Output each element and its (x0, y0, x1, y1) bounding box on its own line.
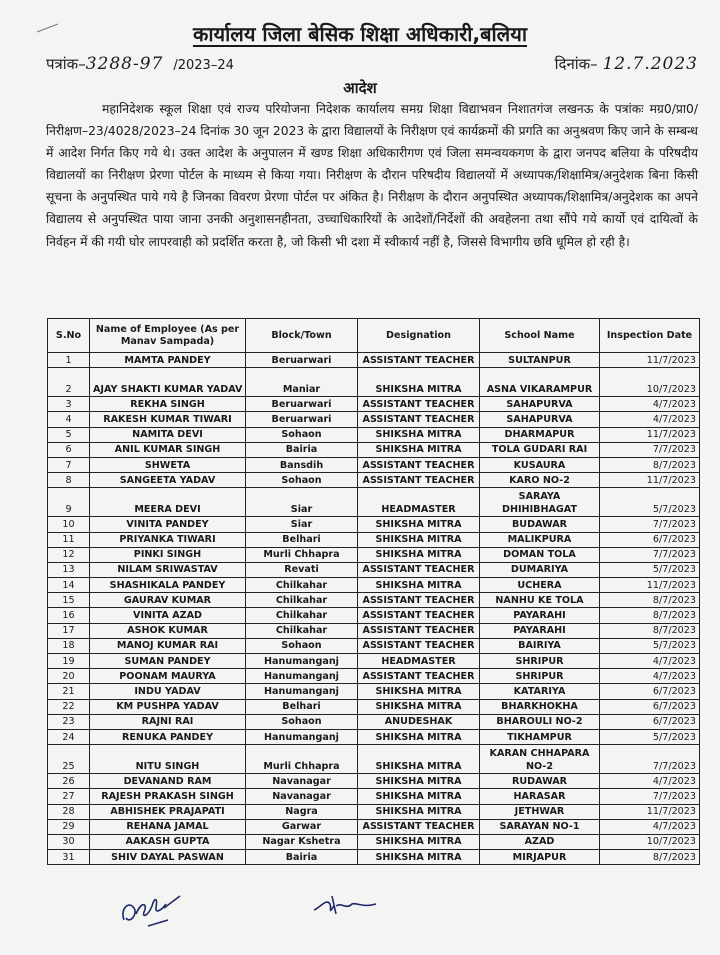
cell-inspection-date: 10/7/2023 (600, 834, 700, 849)
cell-block: Bairia (246, 442, 358, 457)
cell-inspection-date: 7/7/2023 (600, 789, 700, 804)
cell-sno: 6 (48, 442, 90, 457)
cell-employee-name: SHIV DAYAL PASWAN (90, 850, 246, 865)
cell-employee-name: NAMITA DEVI (90, 427, 246, 442)
cell-employee-name: GAURAV KUMAR (90, 593, 246, 608)
cell-inspection-date: 8/7/2023 (600, 608, 700, 623)
date-value: 12.7.2023 (602, 54, 698, 74)
cell-sno: 2 (48, 368, 90, 397)
cell-employee-name: SUMAN PANDEY (90, 654, 246, 669)
office-title: कार्यालय जिला बेसिक शिक्षा अधिकारी,बलिया (192, 22, 528, 46)
table-row (48, 442, 700, 457)
cell-inspection-date: 11/7/2023 (600, 473, 700, 488)
cell-sno: 4 (48, 412, 90, 427)
cell-designation: ASSISTANT TEACHER (358, 669, 480, 684)
table-row (48, 517, 700, 532)
table-row (48, 804, 700, 819)
cell-inspection-date: 5/7/2023 (600, 638, 700, 653)
table-row (48, 774, 700, 789)
cell-designation: ASSISTANT TEACHER (358, 353, 480, 368)
cell-sno: 7 (48, 457, 90, 472)
cell-designation: SHIKSHA MITRA (358, 789, 480, 804)
cell-school: SARAYAN NO-1 (480, 819, 600, 834)
header-block: Block/Town (246, 319, 358, 353)
cell-block: Beruarwari (246, 397, 358, 412)
table-row (48, 593, 700, 608)
cell-block: Murli Chhapra (246, 745, 358, 774)
cell-sno: 15 (48, 593, 90, 608)
cell-school: PAYARAHI (480, 608, 600, 623)
cell-school: KATARIYA (480, 684, 600, 699)
cell-employee-name: RAJESH PRAKASH SINGH (90, 789, 246, 804)
table-row (48, 608, 700, 623)
cell-inspection-date: 4/7/2023 (600, 397, 700, 412)
cell-school: KARO NO-2 (480, 473, 600, 488)
table-row (48, 684, 700, 699)
cell-employee-name: SANGEETA YADAV (90, 473, 246, 488)
cell-inspection-date: 8/7/2023 (600, 457, 700, 472)
cell-employee-name: NITU SINGH (90, 745, 246, 774)
cell-sno: 8 (48, 473, 90, 488)
cell-designation: SHIKSHA MITRA (358, 532, 480, 547)
cell-sno: 9 (48, 488, 90, 517)
cell-sno: 3 (48, 397, 90, 412)
cell-employee-name: MEERA DEVI (90, 488, 246, 517)
cell-school: TIKHAMPUR (480, 729, 600, 744)
cell-designation: SHIKSHA MITRA (358, 427, 480, 442)
cell-employee-name: RAKESH KUMAR TIWARI (90, 412, 246, 427)
cell-employee-name: AAKASH GUPTA (90, 834, 246, 849)
table-row (48, 457, 700, 472)
cell-block: Hanumanganj (246, 654, 358, 669)
cell-block: Garwar (246, 819, 358, 834)
cell-sno: 22 (48, 699, 90, 714)
cell-school: SHRIPUR (480, 654, 600, 669)
cell-block: Navanagar (246, 774, 358, 789)
table-row (48, 427, 700, 442)
header-sno: S.No (48, 319, 90, 353)
table-row (48, 578, 700, 593)
cell-sno: 13 (48, 562, 90, 577)
cell-employee-name: ABHISHEK PRAJAPATI (90, 804, 246, 819)
cell-inspection-date: 7/7/2023 (600, 547, 700, 562)
cell-designation: SHIKSHA MITRA (358, 729, 480, 744)
cell-employee-name: PRIYANKA TIWARI (90, 532, 246, 547)
cell-school: DHARMAPUR (480, 427, 600, 442)
cell-sno: 10 (48, 517, 90, 532)
cell-sno: 23 (48, 714, 90, 729)
table-row (48, 368, 700, 397)
cell-sno: 19 (48, 654, 90, 669)
cell-block: Siar (246, 517, 358, 532)
table-row (48, 532, 700, 547)
table-row (48, 412, 700, 427)
table-row (48, 547, 700, 562)
cell-school: SHRIPUR (480, 669, 600, 684)
cell-employee-name: SHWETA (90, 457, 246, 472)
cell-block: Sohaon (246, 638, 358, 653)
cell-inspection-date: 6/7/2023 (600, 684, 700, 699)
cell-designation: HEADMASTER (358, 654, 480, 669)
cell-employee-name: VINITA AZAD (90, 608, 246, 623)
table-header-row (48, 319, 700, 353)
cell-employee-name: RAJNI RAI (90, 714, 246, 729)
cell-designation: SHIKSHA MITRA (358, 804, 480, 819)
cell-designation: SHIKSHA MITRA (358, 774, 480, 789)
cell-inspection-date: 4/7/2023 (600, 669, 700, 684)
cell-school: SULTANPUR (480, 353, 600, 368)
table-row (48, 669, 700, 684)
ref-label: पत्रांक– (46, 55, 86, 73)
cell-designation: ASSISTANT TEACHER (358, 638, 480, 653)
cell-inspection-date: 6/7/2023 (600, 714, 700, 729)
cell-block: Beruarwari (246, 353, 358, 368)
cell-employee-name: MAMTA PANDEY (90, 353, 246, 368)
cell-designation: HEADMASTER (358, 488, 480, 517)
cell-school: DUMARIYA (480, 562, 600, 577)
order-heading: आदेश (343, 79, 377, 97)
cell-sno: 1 (48, 353, 90, 368)
cell-designation: ASSISTANT TEACHER (358, 412, 480, 427)
table-row (48, 473, 700, 488)
cell-block: Belhari (246, 532, 358, 547)
cell-block: Hanumanganj (246, 669, 358, 684)
table-row (48, 789, 700, 804)
cell-inspection-date: 4/7/2023 (600, 412, 700, 427)
cell-sno: 14 (48, 578, 90, 593)
cell-designation: SHIKSHA MITRA (358, 834, 480, 849)
cell-block: Bansdih (246, 457, 358, 472)
cell-employee-name: POONAM MAURYA (90, 669, 246, 684)
cell-school: MIRJAPUR (480, 850, 600, 865)
cell-inspection-date: 7/7/2023 (600, 745, 700, 774)
cell-block: Nagra (246, 804, 358, 819)
cell-designation: SHIKSHA MITRA (358, 684, 480, 699)
cell-employee-name: RENUKA PANDEY (90, 729, 246, 744)
cell-designation: ASSISTANT TEACHER (358, 593, 480, 608)
cell-school: JETHWAR (480, 804, 600, 819)
cell-employee-name: PINKI SINGH (90, 547, 246, 562)
table-row (48, 729, 700, 744)
cell-designation: ASSISTANT TEACHER (358, 562, 480, 577)
cell-inspection-date: 6/7/2023 (600, 699, 700, 714)
cell-employee-name: MANOJ KUMAR RAI (90, 638, 246, 653)
cell-inspection-date: 8/7/2023 (600, 850, 700, 865)
cell-block: Maniar (246, 368, 358, 397)
cell-designation: SHIKSHA MITRA (358, 850, 480, 865)
cell-inspection-date: 10/7/2023 (600, 368, 700, 397)
cell-inspection-date: 6/7/2023 (600, 532, 700, 547)
table-row (48, 654, 700, 669)
cell-inspection-date: 8/7/2023 (600, 623, 700, 638)
table-row (48, 834, 700, 849)
ref-number: 3288-97 (85, 54, 164, 74)
signature-left (118, 880, 198, 930)
header-employee-name: Name of Employee (As per Manav Sampada) (90, 319, 246, 353)
cell-school: AZAD (480, 834, 600, 849)
cell-school: MALIKPURA (480, 532, 600, 547)
cell-employee-name: KM PUSHPA YADAV (90, 699, 246, 714)
cell-block: Siar (246, 488, 358, 517)
cell-inspection-date: 4/7/2023 (600, 774, 700, 789)
table-body (48, 353, 700, 865)
date-line (555, 54, 698, 74)
cell-school: BUDAWAR (480, 517, 600, 532)
table-row (48, 714, 700, 729)
table-row (48, 397, 700, 412)
cell-sno: 21 (48, 684, 90, 699)
table-row (48, 745, 700, 774)
cell-inspection-date: 4/7/2023 (600, 654, 700, 669)
cell-designation: SHIKSHA MITRA (358, 547, 480, 562)
signature-right (310, 890, 380, 920)
cell-school: KARAN CHHAPARA NO-2 (480, 745, 600, 774)
cell-block: Beruarwari (246, 412, 358, 427)
cell-block: Murli Chhapra (246, 547, 358, 562)
cell-employee-name: ANIL KUMAR SINGH (90, 442, 246, 457)
cell-block: Hanumanganj (246, 684, 358, 699)
cell-inspection-date: 7/7/2023 (600, 517, 700, 532)
cell-block: Chilkahar (246, 593, 358, 608)
cell-designation: ASSISTANT TEACHER (358, 608, 480, 623)
header-school: School Name (480, 319, 600, 353)
cell-block: Sohaon (246, 714, 358, 729)
cell-sno: 5 (48, 427, 90, 442)
cell-employee-name: REKHA SINGH (90, 397, 246, 412)
cell-inspection-date: 11/7/2023 (600, 578, 700, 593)
cell-inspection-date: 4/7/2023 (600, 819, 700, 834)
cell-school: RUDAWAR (480, 774, 600, 789)
cell-inspection-date: 7/7/2023 (600, 442, 700, 457)
cell-sno: 11 (48, 532, 90, 547)
cell-inspection-date: 11/7/2023 (600, 804, 700, 819)
cell-designation: ASSISTANT TEACHER (358, 623, 480, 638)
cell-sno: 26 (48, 774, 90, 789)
table-row (48, 353, 700, 368)
cell-sno: 28 (48, 804, 90, 819)
cell-designation: SHIKSHA MITRA (358, 368, 480, 397)
table-row (48, 488, 700, 517)
ref-year: /2023–24 (173, 58, 234, 73)
table-row (48, 699, 700, 714)
cell-block: Revati (246, 562, 358, 577)
cell-block: Sohaon (246, 473, 358, 488)
cell-sno: 24 (48, 729, 90, 744)
header-designation: Designation (358, 319, 480, 353)
cell-school: BAIRIYA (480, 638, 600, 653)
cell-block: Nagar Kshetra (246, 834, 358, 849)
cell-designation: SHIKSHA MITRA (358, 578, 480, 593)
header-inspection-date: Inspection Date (600, 319, 700, 353)
cell-sno: 17 (48, 623, 90, 638)
cell-school: SAHAPURVA (480, 397, 600, 412)
cell-designation: ANUDESHAK (358, 714, 480, 729)
cell-school: SARAYA DHIHIBHAGAT (480, 488, 600, 517)
order-paragraph: महानिदेशक स्कूल शिक्षा एवं राज्य परियोजना निदेशक कार्यालय समग्र शिक्षा विद्याभवन निशातगंज लखनऊ के पत्रांकः मग्र0/प्रा0/निरीक्षण–23/4028/2023–24 दिनांक 30 जून 2023 के द्वारा विद्यालयों के निरीक्षण एवं कार्यक्रमों की प्रगति का अनुश्रवण किए जाने के सम्बन्ध में आदेश निर्गत किए गये थे। उक्त आदेश के अनुपालन में खण्ड शिक्षा अधिकारीगण एवं जिला समन्वयकगण के द्वारा जनपद बलिया के परिषदीय विद्यालयों का निरीक्षण प्रेरणा पोर्टल के माध्यम से किया गया। निरीक्षण के दौरान परिषदीय विद्यालयों में अध्यापक/शिक्षामित्र/अनुदेशक बिना किसी सूचना के अनुपस्थित पाये गये है जिनका विवरण प्रेरणा पोर्टल पर अंकित है। निरीक्षण के दौरान अनुपस्थित अध्यापक/शिक्षामित्र/अनुदेशक का अपने विद्यालय से अनुपस्थित पाया जाना उनकी अनुशासनहीनता, उच्चाधिकारियों के आदेशों/निर्देशों की अवहेलना तथा सौंपे गये कार्यो एवं दायित्वों के निर्वहन में की गयी घोर लापरवाही को प्रदर्शित करता है, जो किसी भी दशा में स्वीकार्य नहीं है, जिससे विभागीय छवि धूमिल हो रही है। (46, 102, 698, 249)
cell-sno: 29 (48, 819, 90, 834)
cell-sno: 30 (48, 834, 90, 849)
cell-employee-name: SHASHIKALA PANDEY (90, 578, 246, 593)
cell-sno: 18 (48, 638, 90, 653)
cell-sno: 12 (48, 547, 90, 562)
cell-employee-name: AJAY SHAKTI KUMAR YADAV (90, 368, 246, 397)
cell-block: Chilkahar (246, 623, 358, 638)
cell-block: Hanumanganj (246, 729, 358, 744)
table-row (48, 623, 700, 638)
cell-school: HARASAR (480, 789, 600, 804)
cell-employee-name: REHANA JAMAL (90, 819, 246, 834)
cell-sno: 31 (48, 850, 90, 865)
cell-sno: 20 (48, 669, 90, 684)
table-row (48, 850, 700, 865)
cell-school: NANHU KE TOLA (480, 593, 600, 608)
cell-sno: 25 (48, 745, 90, 774)
cell-employee-name: VINITA PANDEY (90, 517, 246, 532)
cell-inspection-date: 5/7/2023 (600, 729, 700, 744)
cell-inspection-date: 5/7/2023 (600, 488, 700, 517)
cell-inspection-date: 5/7/2023 (600, 562, 700, 577)
cell-designation: ASSISTANT TEACHER (358, 397, 480, 412)
cell-designation: ASSISTANT TEACHER (358, 819, 480, 834)
cell-school: UCHERA (480, 578, 600, 593)
reference-line (46, 54, 234, 74)
table-row (48, 562, 700, 577)
date-label: दिनांक– (554, 55, 598, 73)
cell-block: Bairia (246, 850, 358, 865)
cell-block: Chilkahar (246, 608, 358, 623)
cell-designation: SHIKSHA MITRA (358, 745, 480, 774)
cell-block: Sohaon (246, 427, 358, 442)
table-row (48, 819, 700, 834)
cell-employee-name: DEVANAND RAM (90, 774, 246, 789)
cell-school: TOLA GUDARI RAI (480, 442, 600, 457)
cell-designation: SHIKSHA MITRA (358, 699, 480, 714)
cell-sno: 16 (48, 608, 90, 623)
cell-employee-name: ASHOK KUMAR (90, 623, 246, 638)
cell-employee-name: NILAM SRIWASTAV (90, 562, 246, 577)
cell-employee-name: INDU YADAV (90, 684, 246, 699)
cell-school: PAYARAHI (480, 623, 600, 638)
cell-school: BHARKHOKHA (480, 699, 600, 714)
cell-block: Chilkahar (246, 578, 358, 593)
cell-designation: ASSISTANT TEACHER (358, 457, 480, 472)
cell-designation: SHIKSHA MITRA (358, 442, 480, 457)
cell-inspection-date: 11/7/2023 (600, 353, 700, 368)
cell-inspection-date: 11/7/2023 (600, 427, 700, 442)
cell-school: KUSAURA (480, 457, 600, 472)
cell-sno: 27 (48, 789, 90, 804)
cell-school: BHAROULI NO-2 (480, 714, 600, 729)
cell-school: SAHAPURVA (480, 412, 600, 427)
cell-school: DOMAN TOLA (480, 547, 600, 562)
cell-block: Navanagar (246, 789, 358, 804)
table-row (48, 638, 700, 653)
cell-block: Belhari (246, 699, 358, 714)
cell-designation: ASSISTANT TEACHER (358, 473, 480, 488)
cell-school: ASNA VIKARAMPUR (480, 368, 600, 397)
cell-designation: SHIKSHA MITRA (358, 517, 480, 532)
employee-table (47, 318, 700, 865)
cell-inspection-date: 8/7/2023 (600, 593, 700, 608)
